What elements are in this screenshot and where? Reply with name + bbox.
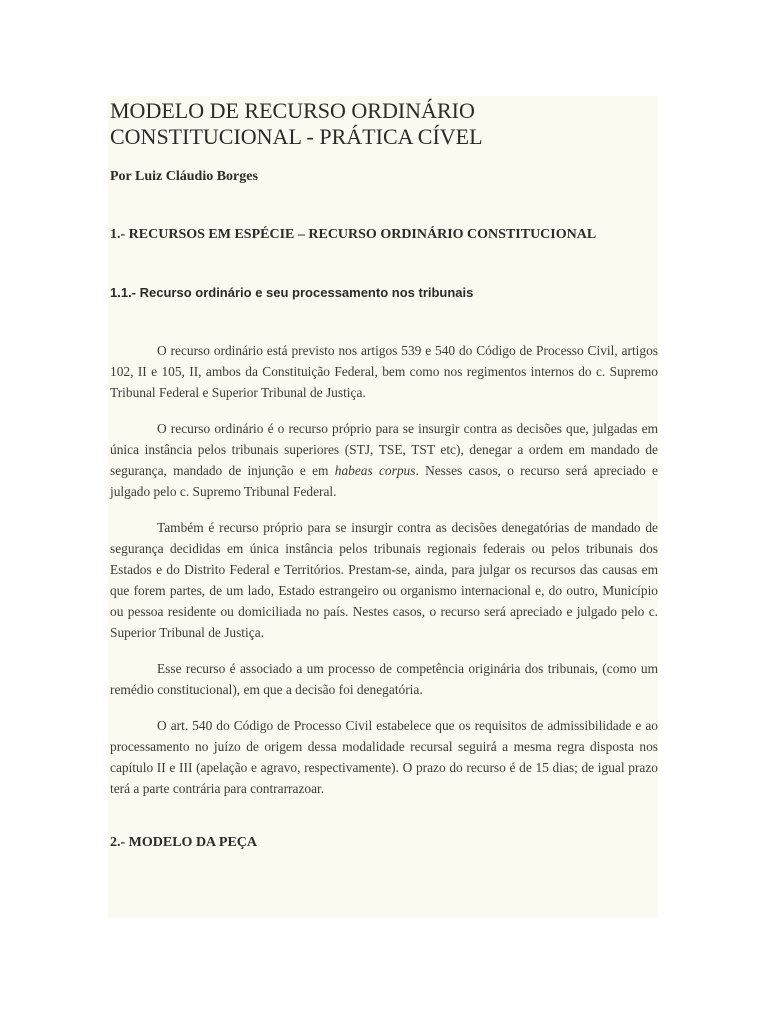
author-line: Por Luiz Cláudio Borges: [110, 169, 258, 184]
paragraph-5: O art. 540 do Código de Processo Civil estabelece que os requisitos de admissibilidade e ao processamento no juízo de origem dessa modalidade recursal seguirá a mesma regra disposta nos capítulo II e III (apelação e agravo, respectivamente). O prazo do recurso é de 15 dias; de igual prazo terá a parte contrária para contrarrazoar.: [110, 718, 658, 796]
paragraph-2-italic-term: habeas corpus: [334, 463, 416, 478]
title-line-2: CONSTITUCIONAL - PRÁTICA CÍVEL: [110, 124, 483, 149]
paragraph-1: O recurso ordinário está previsto nos artigos 539 e 540 do Código de Processo Civil, artigos 102, II e 105, II, ambos da Constituição Federal, bem como nos regimentos internos do c. Supremo Tribunal Federal e Superior Tribunal de Justiça.: [110, 343, 658, 400]
document-title: [110, 96, 658, 150]
paragraph-2-text-start: O recurso ordinário é o recurso próprio para se insurgir contra as decisões que, julgadas em única instância pelos tribunais superiores (STJ, TSE, TST etc), denegar a ordem em mandado de segurança, mandado de injunção e em: [110, 421, 658, 478]
document-body: [110, 340, 658, 799]
paragraph-4: Esse recurso é associado a um processo de competência originária dos tribunais, (como um remédio constitucional), em que a decisão foi denegatória.: [110, 661, 658, 697]
section-1-1-heading: 1.1.- Recurso ordinário e seu processamento nos tribunais: [110, 285, 474, 300]
document-content: [110, 96, 658, 853]
section-1-heading: 1.- RECURSOS EM ESPÉCIE – RECURSO ORDINÁRIO CONSTITUCIONAL: [110, 227, 597, 242]
paragraph-2: [110, 418, 658, 502]
paragraph-3: Também é recurso próprio para se insurgir contra as decisões denegatórias de mandado de segurança decididas em única instância pelos tribunais regionais federais ou pelos tribunais dos Estados e do Distrito Federal e Territórios. Prestam-se, ainda, para julgar os recursos das causas em que forem partes, de um lado, Estado estrangeiro ou organismo internacional e, do outro, Município ou pessoa residente ou domiciliada no país. Nestes casos, o recurso será apreciado e julgado pelo c. Superior Tribunal de Justiça.: [110, 520, 658, 640]
paragraph-2-text-end: . Nesses casos, o recurso será apreciado e julgado pelo c. Supremo Tribunal Federal.: [110, 463, 658, 499]
document-page: [108, 96, 658, 918]
section-2-heading: 2.- MODELO DA PEÇA: [110, 835, 257, 850]
title-line-1: MODELO DE RECURSO ORDINÁRIO: [110, 98, 475, 123]
